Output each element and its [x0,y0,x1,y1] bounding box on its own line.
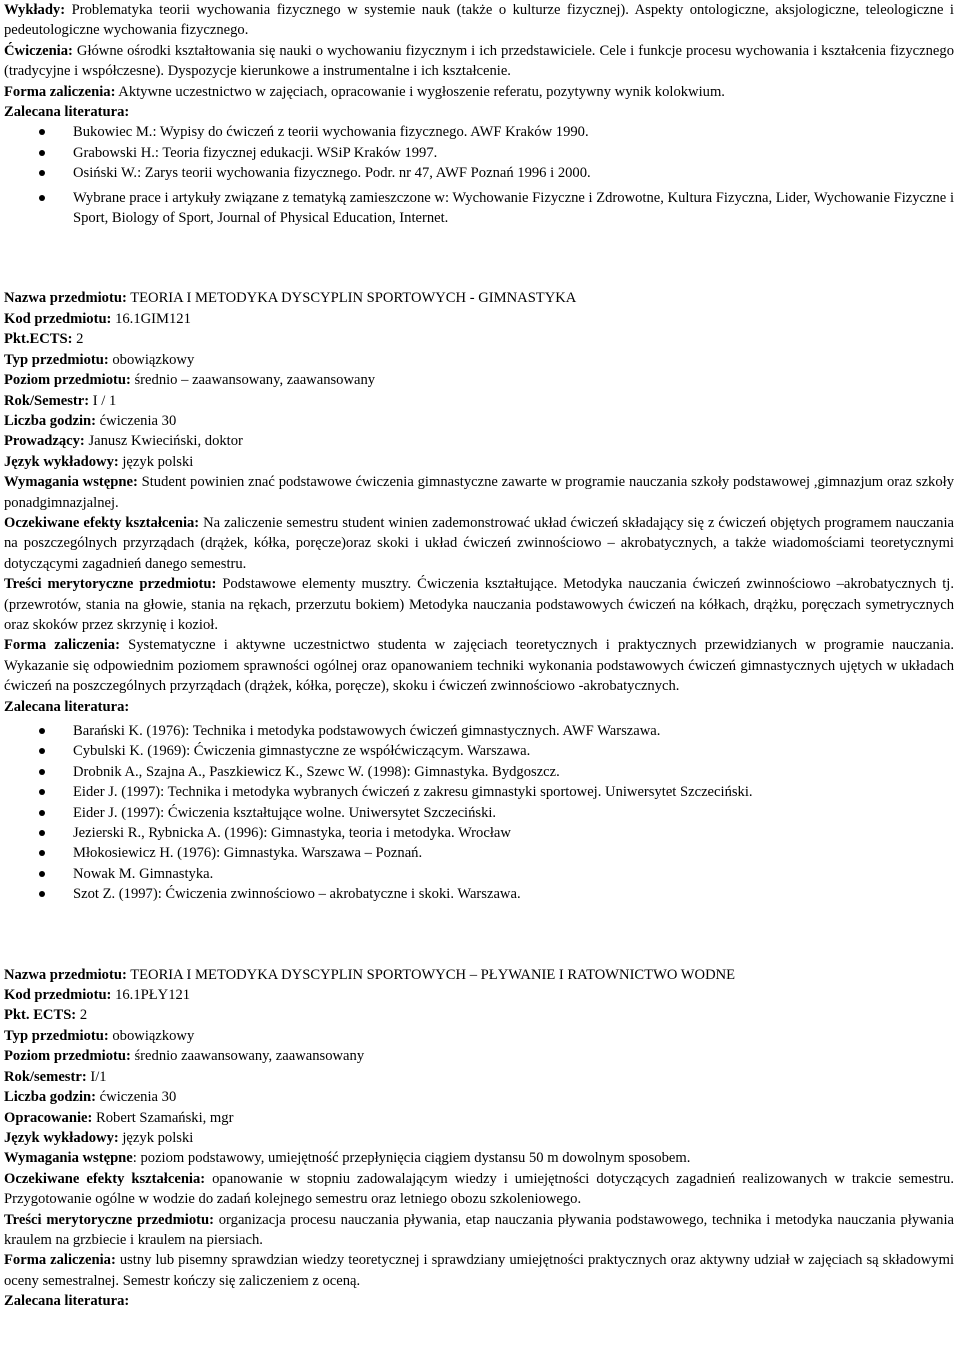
list-item [4,823,954,843]
course-content-value: Podstawowe elementy musztry. Ćwiczenia kształtujące. Metodyka nauczania ćwiczeń zwinnościowo –akrobatycznych tj.(przewrotów, stania na głowie, stania na rękach, przerzutu bokiem) Metodyka nauczania podstawowych ćwiczeń na kółkach, drążku, poręczach symetrycznych oraz skoków przez skrzynię i kozioł. [4,576,954,633]
literature-heading: Zalecana literatura: [4,1293,130,1310]
assessment-paragraph [4,82,954,102]
literature-author: Grabowski H. [73,144,155,161]
course-code-label: Kod przedmiotu: [4,310,112,327]
literature-heading: Zalecana literatura: [4,104,130,121]
course-assessment [4,1250,954,1291]
course-prerequisites-value: : poziom podstawowy, umiejętność przepłynięcia ciągiem dystansu 50 m dowolnym sposobem. [132,1150,691,1167]
exercises-label: Ćwiczenia: [4,42,73,59]
course-content [4,1210,954,1251]
bullet-icon [39,769,45,775]
course-language [4,1128,954,1148]
course-type-label: Typ przedmiotu: [4,1027,109,1044]
literature-rest: : Zarys teorii wychowania fizycznego. Podr. nr 47, AWF Poznań 1996 i 2000. [137,165,591,182]
course-author-label: Opracowanie: [4,1109,93,1126]
course-assessment [4,635,954,696]
course-language-value: język polski [118,453,194,470]
course-ects [4,1005,954,1025]
course-prerequisites-label: Wymagania wstępne [4,1150,133,1167]
assessment-text: Aktywne uczestnictwo w zajęciach, opracowanie i wygłoszenie referatu, pozytywny wynik kolokwium. [115,83,725,100]
bullet-icon [39,728,45,734]
exercises-paragraph [4,41,954,82]
bullet-icon [39,129,45,135]
course-year [4,1067,954,1087]
course-prerequisites-label: Wymagania wstępne: [4,474,138,491]
course-language-label: Język wykładowy: [4,1129,119,1146]
course-assessment-label: Forma zaliczenia: [4,1252,116,1269]
lectures-text: Problematyka teorii wychowania fizycznego w systemie nauk (także o kulturze fizycznej). Aspekty ontologiczne, aksjologiczne, teleologiczne i pedeutologiczne wychowania fizycznego. [4,2,954,39]
course-content [4,574,954,635]
literature-entry: Drobnik A., Szajna A., Paszkiewicz K., Szewc W. (1998): Gimnastyka. Bydgoszcz. [73,763,560,780]
bullet-icon [39,170,45,176]
course-prerequisites-value: Student powinien znać podstawowe ćwiczenia gimnastyczne zawarte w programie nauczania szkoły podstawowej ,gimnazjum oraz szkoły ponadgimnazjalnej. [4,474,954,511]
course-hours [4,411,954,431]
course-outcomes [4,1169,954,1210]
course-hours [4,1087,954,1107]
course-year-label: Rok/semestr: [4,1068,87,1085]
bullet-icon [39,195,45,201]
course-outcomes [4,513,954,574]
literature-entry: Cybulski K. (1969): Ćwiczenia gimnastyczne ze współćwiczącym. Warszawa. [73,743,531,760]
list-item [4,163,954,183]
course-type [4,1026,954,1046]
literature-rest: : Teoria fizycznej edukacji. WSiP Kraków 1997. [154,144,438,161]
list-item [4,762,954,782]
course-code-value: 16.1GIM121 [111,310,191,327]
course-level-label: Poziom przedmiotu: [4,1048,131,1065]
assessment-label: Forma zaliczenia: [4,83,116,100]
literature-entry: Szot Z. (1997): Ćwiczenia zwinnościowo – akrobatyczne i skoki. Warszawa. [73,886,521,903]
bullet-icon [39,789,45,795]
list-item [4,741,954,761]
literature-entry: Eider J. (1997): Technika i metodyka wybranych ćwiczeń z zakresu gimnastyki sportowej. Uniwersytet Szczeciński. [73,784,753,801]
course-name [4,965,954,985]
course-outcomes-value: opanowanie w stopniu zadowalającym wiedzy i umiejętności dotyczących zagadnień realizowanych w trakcie semestru. Przygotowanie ogólne w wodzie do zadań kolejnego semestru oraz letniego obozu szkoleniowego. [4,1170,954,1208]
literature-list [4,122,954,228]
course-ects-value: 2 [76,1007,88,1024]
list-item [4,782,954,802]
lectures-label: Wykłady: [4,2,66,18]
course-outcomes-value: Na zaliczenie semestru student winien zademonstrować układ ćwiczeń składający się z ćwiczeń objętych programem nauczania na poszczególnych przyrządach (drążek, kółka, poręcze)oraz skoki i układ ćwiczeń zwinnościowo – akrobatycznych, a także wiadomościami teoretycznymi dotyczącymi zagadnień danego semestru. [4,514,954,572]
literature-author: Bukowiec M. [73,124,153,141]
list-item [4,864,954,884]
course-outcomes-label: Oczekiwane efekty kształcenia: [4,514,200,531]
literature-entry: Młokosiewicz H. (1976): Gimnastyka. Warszawa – Poznań. [73,845,423,862]
exercises-text: Główne ośrodki kształtowania się nauki o wychowaniu fizycznym i ich przedstawiciele. Cele i funkcje procesu wychowania i kształcenia fizycznego (tradycyjne i współczesne). Dyspozycje kierunkowe a instrumentalne i ich kształcenie. [4,42,954,80]
course-author [4,1108,954,1128]
course-hours-value: ćwiczenia 30 [96,412,177,429]
course-year-value: I/1 [86,1068,107,1085]
course-outcomes-label: Oczekiwane efekty kształcenia: [4,1170,206,1187]
course-section-gymnastics [4,288,954,904]
course-section-swimming [4,965,954,1312]
intro-section [4,0,954,228]
course-language [4,452,954,472]
course-assessment-label: Forma zaliczenia: [4,637,120,654]
literature-entry: Nowak M. Gimnastyka. [73,865,214,882]
course-year [4,391,954,411]
course-code-value: 16.1PŁY121 [111,987,191,1004]
bullet-icon [39,830,45,836]
course-ects-label: Pkt. ECTS: [4,1007,77,1024]
course-code [4,309,954,329]
course-hours-value: ćwiczenia 30 [96,1089,177,1106]
course-year-value: I / 1 [89,392,117,409]
course-prerequisites [4,1148,954,1168]
course-type-value: obowiązkowy [108,351,195,368]
course-type-value: obowiązkowy [108,1027,195,1044]
course-name-label: Nazwa przedmiotu: [4,290,127,307]
course-code [4,985,954,1005]
literature-list [4,721,954,905]
bullet-icon [39,748,45,754]
course-lecturer-value: Janusz Kwieciński, doktor [84,433,243,450]
course-content-value: organizacja procesu nauczania pływania, etap nauczania pływania podstawowego, technika i metodyka nauczania pływania kraulem na grzbiecie i kraulem na piersiach. [4,1211,954,1248]
course-author-value: Robert Szamański, mgr [92,1109,234,1126]
literature-entry: Eider J. (1997): Ćwiczenia kształtujące wolne. Uniwersytet Szczeciński. [73,804,497,821]
course-level-value: średnio – zaawansowany, zaawansowany [130,372,376,389]
literature-rest: Wybrane prace i artykuły związane z tematyką zamieszczone w: Wychowanie Fizyczne i Zdrowotne, Kultura Fizyczna, Lider, Wychowanie Fizyczne i Sport, Biology of Sport, Journal of Physical Education, Internet. [73,189,954,227]
course-level [4,1046,954,1066]
literature-heading: Zalecana literatura: [4,698,130,715]
course-code-label: Kod przedmiotu: [4,987,112,1004]
course-lecturer [4,431,954,451]
list-item [4,143,954,163]
literature-author: Osiński W. [73,165,138,182]
literature-entry: Barański K. (1976): Technika i metodyka podstawowych ćwiczeń gimnastycznych. AWF Warszawa. [73,723,661,739]
list-item [4,803,954,823]
course-ects-label: Pkt.ECTS: [4,331,73,348]
list-item [4,721,954,741]
lectures-paragraph [4,0,954,41]
course-ects [4,329,954,349]
course-type [4,350,954,370]
course-name-value: TEORIA I METODYKA DYSCYPLIN SPORTOWYCH – PŁYWANIE I RATOWNICTWO WODNE [126,966,736,983]
literature-rest: : Wypisy do ćwiczeń z teorii wychowania fizycznego. AWF Kraków 1990. [152,124,589,141]
list-item [4,188,954,229]
course-hours-label: Liczba godzin: [4,1089,97,1106]
course-prerequisites [4,472,954,513]
course-name-label: Nazwa przedmiotu: [4,966,127,983]
course-hours-label: Liczba godzin: [4,412,97,429]
course-type-label: Typ przedmiotu: [4,351,109,368]
list-item [4,122,954,142]
course-content-label: Treści merytoryczne przedmiotu: [4,576,217,593]
course-content-label: Treści merytoryczne przedmiotu: [4,1211,214,1228]
bullet-icon [39,871,45,877]
course-lecturer-label: Prowadzący: [4,433,85,450]
course-level-value: średnio zaawansowany, zaawansowany [130,1048,365,1065]
literature-entry: Jezierski R., Rybnicka A. (1996): Gimnastyka, teoria i metodyka. Wrocław [73,825,511,842]
bullet-icon [39,850,45,856]
course-name [4,288,954,308]
bullet-icon [39,891,45,897]
course-ects-value: 2 [72,331,84,348]
course-assessment-value: Systematyczne i aktywne uczestnictwo studenta w zajęciach teoretycznych i praktycznych przewidzianych w programie nauczania. Wykazanie się odpowiednim poziomem sprawności ogólnej oraz opanowaniem techniki wykonania podstawowych ćwiczeń gimnastycznych ujętych w układach ćwiczeń na poszczególnych przyrządach (drążek, kółka, poręcze), skoku i ćwiczeń zwinnościowo -akrobatycznych. [4,637,954,695]
course-name-value: TEORIA I METODYKA DYSCYPLIN SPORTOWYCH - GIMNASTYKA [126,290,577,307]
course-assessment-value: ustny lub pisemny sprawdzian wiedzy teoretycznej i sprawdziany umiejętności praktycznych oraz aktywny udział w zajęciach są składowymi oceny semestralnej. Semestr kończy się zaliczeniem z oceną. [4,1252,954,1289]
course-level-label: Poziom przedmiotu: [4,372,131,389]
course-language-value: język polski [118,1129,194,1146]
course-level [4,370,954,390]
course-year-label: Rok/Semestr: [4,392,90,409]
course-language-label: Język wykładowy: [4,453,119,470]
list-item [4,843,954,863]
bullet-icon [39,810,45,816]
bullet-icon [39,150,45,156]
list-item [4,884,954,904]
